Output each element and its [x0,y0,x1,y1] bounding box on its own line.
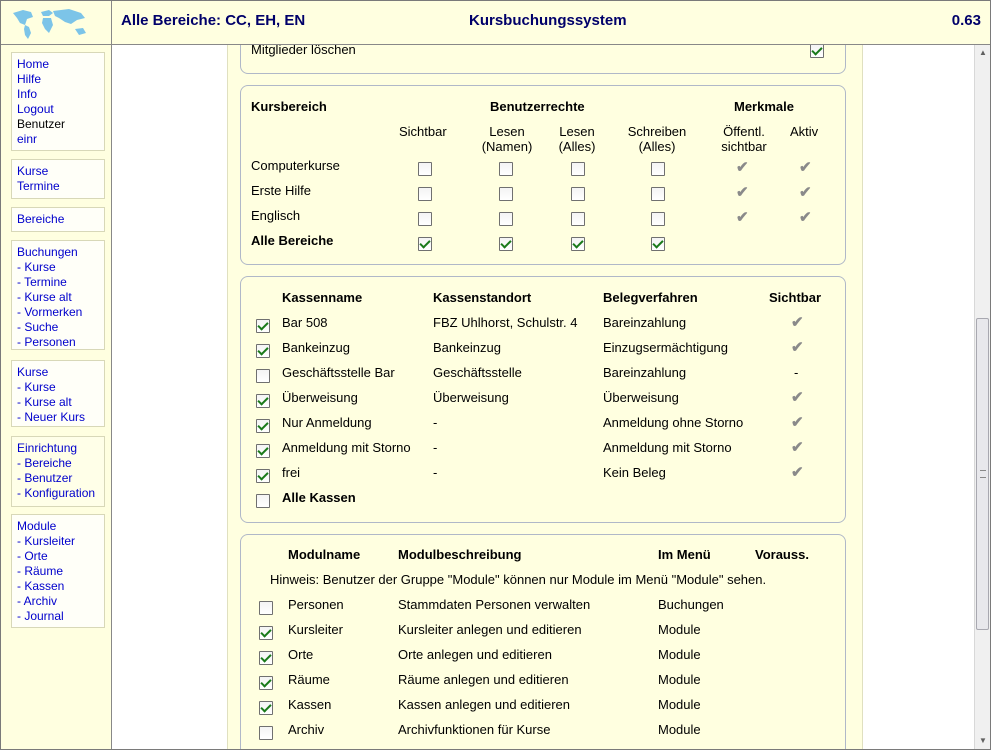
kasse-row2-beleg: Bareinzahlung [603,365,687,380]
sidebar [1,45,112,749]
header-version: 0.63 [951,12,981,29]
kasse-row7-checkbox[interactable] [256,494,270,508]
nav-hilfe[interactable]: Hilfe [17,72,42,86]
kb-row1-schreiben-checkbox[interactable] [651,187,665,201]
modul-row5-menue: Module [658,722,701,737]
kasse-row2-checkbox[interactable] [256,369,270,383]
kassen-header-name: Kassenname [282,290,363,305]
panel-module [240,534,846,749]
nav-user-name[interactable]: einr [17,132,38,146]
modul-row5-name: Archiv [288,722,325,737]
kb-row-name-all: Alle Bereiche [251,233,334,248]
kasse-row5-beleg: Anmeldung mit Storno [603,440,732,455]
modul-row4-menue: Module [658,697,701,712]
kb-header-lesen-namen-2: (Namen) [481,139,533,154]
modul-row2-checkbox[interactable] [259,651,273,665]
kb-header-schreiben-1: Schreiben [627,124,687,139]
modul-row3-checkbox[interactable] [259,676,273,690]
kb-row2-lesen-namen-checkbox[interactable] [499,212,513,226]
kb-header-merkmale: Merkmale [734,99,794,114]
nav-kv-kurse[interactable]: Kurse [17,365,49,379]
mitglieder-loeschen-label: Mitglieder löschen [251,45,356,57]
kb-row3-schreiben-checkbox[interactable] [651,237,665,251]
kasse-row4-beleg: Anmeldung ohne Storno [603,415,744,430]
kb-row-name: Englisch [251,208,301,223]
kasse-row5-standort: - [433,440,438,455]
header-area-title: Alle Bereiche: CC, EH, EN [121,12,306,29]
kasse-row4-sichtbar-check-icon: ✔ [791,414,804,431]
kasse-row1-beleg: Einzugsermächtigung [603,340,729,355]
header-app-title: Kursbuchungssystem [469,12,627,29]
scrollbar-thumb[interactable] [976,318,989,630]
kasse-row3-beleg: Überweisung [603,390,679,405]
world-map-logo[interactable] [9,5,93,41]
kb-row0-lesen-alles-checkbox[interactable] [571,162,585,176]
nav-group-bereiche [11,207,105,232]
nav-group-module [11,514,105,628]
kb-row2-sichtbar-checkbox[interactable] [418,212,432,226]
nav-group-buchungen [11,240,105,350]
nav-user-label: Benutzer [17,117,66,131]
kb-row0-oeffentl-check-icon: ✔ [736,159,749,176]
kb-row1-lesen-alles-checkbox[interactable] [571,187,585,201]
kasse-row0-sichtbar-check-icon: ✔ [791,314,804,331]
modul-row1-checkbox[interactable] [259,626,273,640]
kb-header-oeffentl [711,124,777,154]
kb-header-lesen-namen [475,124,539,154]
scrollbar-grip-icon [980,470,986,478]
kb-row2-schreiben-checkbox[interactable] [651,212,665,226]
kassen-header-standort: Kassenstandort [433,290,532,305]
nav-kv-kurse-alt[interactable]: - Kurse alt [17,395,72,409]
kasse-row6-name: frei [282,465,301,480]
main-content [112,45,974,749]
kb-header-oeffentl-2: sichtbar [721,139,767,154]
modul-row2-beschreibung: Orte anlegen und editieren [398,647,552,662]
module-header-name: Modulname [288,547,361,562]
nav-buchungen-vormerken[interactable]: - Vormerken [17,305,83,319]
kasse-row2-sichtbar-dash: - [794,365,799,380]
kasse-row7-name: Alle Kassen [282,490,356,505]
modul-row2-menue: Module [658,647,701,662]
logo-cell [1,1,112,45]
nav-kv-neuer-kurs[interactable]: - Neuer Kurs [17,410,86,424]
page-header [112,1,990,45]
nav-module[interactable]: Module [17,519,57,533]
panel-kursbereich [240,85,846,265]
modul-row3-name: Räume [288,672,330,687]
modul-row0-beschreibung: Stammdaten Personen verwalten [398,597,591,612]
nav-home[interactable]: Home [17,57,50,71]
nav-module-raeume[interactable]: - Räume [17,564,64,578]
kasse-row0-checkbox[interactable] [256,319,270,333]
kasse-row4-name: Nur Anmeldung [282,415,372,430]
kasse-row6-sichtbar-check-icon: ✔ [791,464,804,481]
modul-row5-beschreibung: Archivfunktionen für Kurse [398,722,551,737]
panel-kassen [240,276,846,523]
modul-row2-name: Orte [288,647,314,662]
nav-module-archiv[interactable]: - Archiv [17,594,58,608]
kasse-row6-beleg: Kein Beleg [603,465,666,480]
module-header-beschreibung: Modulbeschreibung [398,547,522,562]
kb-row2-oeffentl-check-icon: ✔ [736,209,749,226]
vertical-scrollbar[interactable] [974,45,991,749]
nav-einrichtung[interactable]: Einrichtung [17,441,78,455]
kasse-row4-checkbox[interactable] [256,419,270,433]
kb-header-lesen-namen-1: Lesen [489,124,525,139]
nav-buchungen-personen[interactable]: - Personen [17,335,76,349]
nav-group-general [11,52,105,151]
kasse-row3-checkbox[interactable] [256,394,270,408]
modul-row4-beschreibung: Kassen anlegen und editieren [398,697,571,712]
kb-row1-lesen-namen-checkbox[interactable] [499,187,513,201]
kasse-row4-standort: - [433,415,438,430]
module-header-vorauss: Vorauss. [755,547,809,562]
modul-row0-checkbox[interactable] [259,601,273,615]
kb-row0-aktiv-check-icon: ✔ [799,159,812,176]
modul-row0-menue: Buchungen [658,597,724,612]
kasse-row5-checkbox[interactable] [256,444,270,458]
modul-row0-name: Personen [288,597,344,612]
nav-buchungen[interactable]: Buchungen [17,245,78,259]
nav-module-kassen[interactable]: - Kassen [17,579,65,593]
kb-header-lesen-alles-2: (Alles) [558,139,596,154]
kb-header-lesen-alles-1: Lesen [559,124,595,139]
nav-einrichtung-benutzer[interactable]: - Benutzer [17,471,73,485]
scroll-down-arrow-icon[interactable]: ▼ [975,733,991,749]
kb-header-schreiben [621,124,693,154]
nav-kurse[interactable]: Kurse [17,164,49,178]
kb-row2-aktiv-check-icon: ✔ [799,209,812,226]
nav-info[interactable]: Info [17,87,38,101]
nav-module-journal[interactable]: - Journal [17,609,64,623]
kasse-row1-checkbox[interactable] [256,344,270,358]
kb-row1-sichtbar-checkbox[interactable] [418,187,432,201]
nav-module-orte[interactable]: - Orte [17,549,48,563]
modul-row1-menue: Module [658,622,701,637]
kb-row1-oeffentl-check-icon: ✔ [736,184,749,201]
module-hint: Hinweis: Benutzer der Gruppe "Module" können nur Module im Menü "Module" sehen. [270,572,767,587]
kb-row0-schreiben-checkbox[interactable] [651,162,665,176]
kasse-row3-sichtbar-check-icon: ✔ [791,389,804,406]
modul-row1-name: Kursleiter [288,622,343,637]
kasse-row6-standort: - [433,465,438,480]
kassen-header-sichtbar: Sichtbar [769,290,822,305]
kasse-row2-name: Geschäftsstelle Bar [282,365,395,380]
kb-header-oeffentl-1: Öffentl. [723,124,765,139]
nav-buchungen-termine[interactable]: - Termine [17,275,67,289]
nav-termine[interactable]: Termine [17,179,60,193]
kasse-row2-standort: Geschäftsstelle [433,365,522,380]
nav-einrichtung-bereiche[interactable]: - Bereiche [17,456,72,470]
nav-module-kursleiter[interactable]: - Kursleiter [17,534,76,548]
kb-header-schreiben-2: (Alles) [638,139,676,154]
nav-group-einrichtung [11,436,105,507]
kb-header-lesen-alles [549,124,605,154]
nav-kv-kurse-sub[interactable]: - Kurse [17,380,56,394]
kasse-row1-sichtbar-check-icon: ✔ [791,339,804,356]
modul-row1-beschreibung: Kursleiter anlegen und editieren [398,622,582,637]
kb-row-name: Computerkurse [251,158,340,173]
modul-row4-checkbox[interactable] [259,701,273,715]
nav-group-kurse [11,159,105,199]
kb-header-sichtbar: Sichtbar [399,124,447,139]
nav-logout[interactable]: Logout [17,102,54,116]
kasse-row0-beleg: Bareinzahlung [603,315,687,330]
nav-einrichtung-konfiguration[interactable]: - Konfiguration [17,486,96,500]
kasse-row1-standort: Bankeinzug [433,340,501,355]
nav-buchungen-kurse[interactable]: - Kurse [17,260,56,274]
kb-row3-sichtbar-checkbox[interactable] [418,237,432,251]
nav-buchungen-kurse-alt[interactable]: - Kurse alt [17,290,72,304]
kb-header-aktiv: Aktiv [790,124,819,139]
nav-bereiche[interactable]: Bereiche [17,212,65,226]
kasse-row5-name: Anmeldung mit Storno [282,440,411,455]
module-header-menue: Im Menü [658,547,711,562]
kb-row1-aktiv-check-icon: ✔ [799,184,812,201]
modul-row3-menue: Module [658,672,701,687]
modul-row4-name: Kassen [288,697,332,712]
kb-row0-sichtbar-checkbox[interactable] [418,162,432,176]
panel-mitglieder [240,45,846,74]
kb-row3-lesen-alles-checkbox[interactable] [571,237,585,251]
kasse-row0-standort: FBZ Uhlhorst, Schulstr. 4 [433,315,578,330]
kb-row-name: Erste Hilfe [251,183,311,198]
kasse-row3-name: Überweisung [282,390,358,405]
kb-row3-lesen-namen-checkbox[interactable] [499,237,513,251]
kasse-row5-sichtbar-check-icon: ✔ [791,439,804,456]
kasse-row3-standort: Überweisung [433,390,509,405]
kb-row2-lesen-alles-checkbox[interactable] [571,212,585,226]
mitglieder-loeschen-checkbox[interactable] [810,45,824,58]
nav-group-kursverwaltung [11,360,105,427]
kasse-row6-checkbox[interactable] [256,469,270,483]
kb-header-benutzerrechte: Benutzerrechte [490,99,585,114]
kb-row0-lesen-namen-checkbox[interactable] [499,162,513,176]
modul-row5-checkbox[interactable] [259,726,273,740]
kassen-header-beleg: Belegverfahren [603,290,698,305]
content-column [227,45,863,749]
kb-header-kursbereich: Kursbereich [251,99,327,114]
scroll-up-arrow-icon[interactable]: ▲ [975,45,991,61]
nav-buchungen-suche[interactable]: - Suche [17,320,59,334]
kasse-row1-name: Bankeinzug [282,340,350,355]
kasse-row0-name: Bar 508 [282,315,328,330]
modul-row3-beschreibung: Räume anlegen und editieren [398,672,569,687]
